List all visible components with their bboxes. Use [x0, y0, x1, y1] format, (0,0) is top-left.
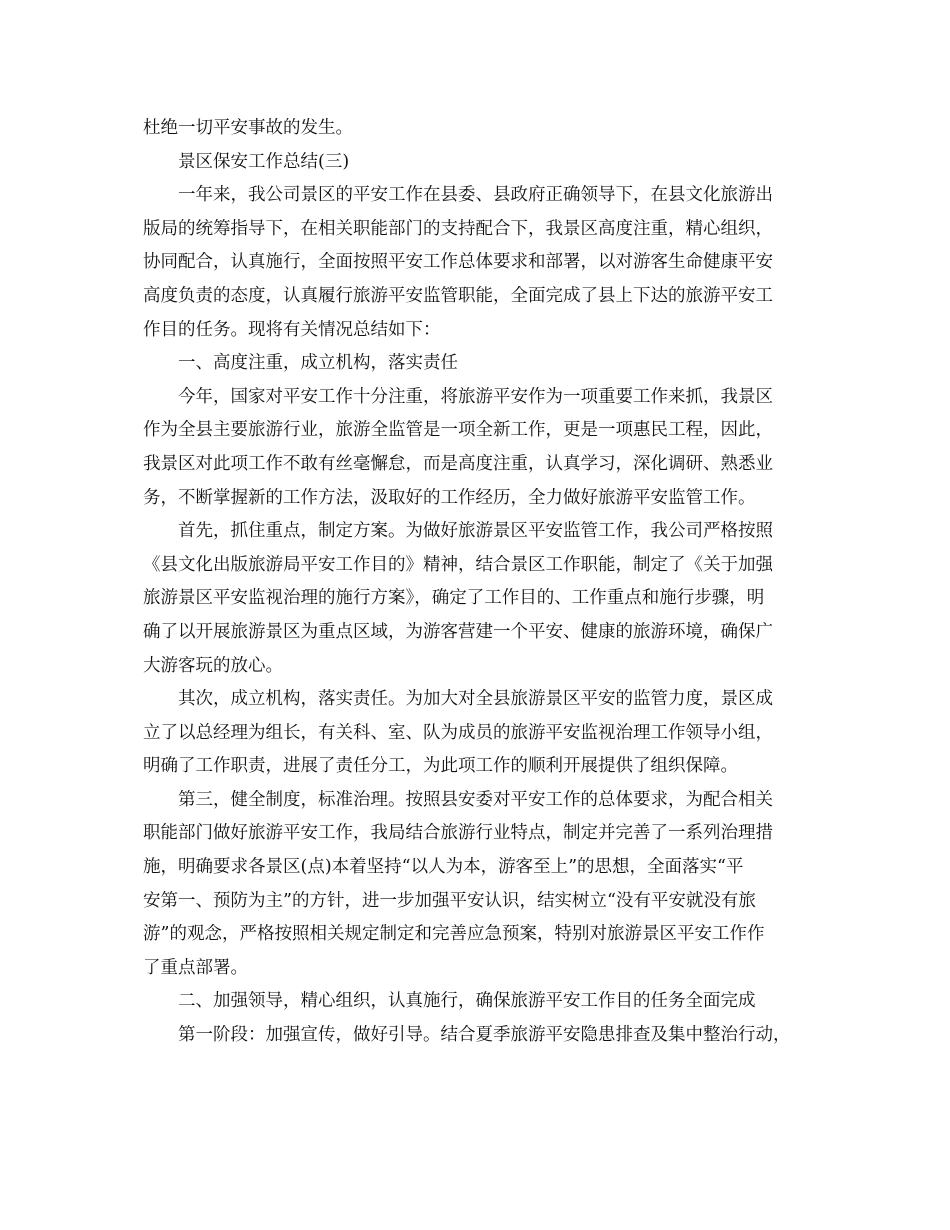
text-line: 高度负责的态度，认真履行旅游平安监管职能，全面完成了县上下达的旅游平安工 [143, 285, 773, 306]
text-line: 第三，健全制度，标准治理。按照县安委对平安工作的总体要求，为配合相关 [178, 789, 773, 810]
text-line: 我景区对此项工作不敢有丝毫懈怠，而是高度注重，认真学习，深化调研、熟悉业 [143, 453, 773, 474]
text-line: 首先，抓住重点，制定方案。为做好旅游景区平安监管工作，我公司严格按照 [178, 521, 773, 542]
text-line: 协同配合，认真施行，全面按照平安工作总体要求和部署，以对游客生命健康平安 [143, 252, 773, 273]
text-line: 《县文化出版旅游局平安工作目的》精神，结合景区工作职能，制定了《关于加强 [143, 554, 773, 575]
text-line: 一年来，我公司景区的平安工作在县委、县政府正确领导下，在县文化旅游出 [178, 185, 773, 206]
text-line: 第一阶段：加强宣传，做好引导。结合夏季旅游平安隐患排查及集中整治行动， [178, 1025, 791, 1046]
text-line: 杜绝一切平安事故的发生。 [143, 118, 353, 138]
text-line: 作为全县主要旅游行业，旅游全监管是一项全新工作，更是一项惠民工程，因此， [143, 420, 773, 441]
text-line: 立了以总经理为组长，有关科、室、队为成员的旅游平安监视治理工作领导小组， [143, 722, 773, 743]
text-line: 一、高度注重，成立机构，落实责任 [178, 353, 458, 374]
text-line: 明确了工作职责，进展了责任分工，为此项工作的顺利开展提供了组织保障。 [143, 756, 738, 777]
text-line: 了重点部署。 [143, 957, 248, 978]
text-line: 安第一、预防为主”的方针，进一步加强平安认识，结实树立“没有平安就没有旅 [143, 890, 756, 911]
text-line: 其次，成立机构，落实责任。为加大对全县旅游景区平安的监管力度，景区成 [178, 689, 773, 710]
text-line: 今年，国家对平安工作十分注重，将旅游平安作为一项重要工作来抓，我景区 [178, 386, 773, 407]
text-line: 职能部门做好旅游平安工作，我局结合旅游行业特点，制定并完善了一系列治理措 [143, 823, 773, 844]
text-line: 景区保安工作总结(三) [178, 151, 350, 172]
text-line: 旅游景区平安监视治理的施行方案》，确定了工作目的、工作重点和施行步骤，明 [143, 588, 765, 609]
text-line: 游”的观念，严格按照相关规定制定和完善应急预案，特别对旅游景区平安工作作 [143, 924, 765, 945]
text-line: 版局的统筹指导下，在相关职能部门的支持配合下，我景区高度注重，精心组织， [143, 218, 773, 239]
text-line: 大游客玩的放心。 [143, 655, 283, 676]
text-line: 作目的任务。现将有关情况总结如下： [143, 319, 441, 340]
text-line: 确了以开展旅游景区为重点区域，为游客营建一个平安、健康的旅游环境，确保广 [143, 621, 773, 642]
text-line: 务，不断掌握新的工作方法，汲取好的工作经历，全力做好旅游平安监管工作。 [143, 487, 756, 508]
text-line: 二、加强领导，精心组织，认真施行，确保旅游平安工作目的任务全面完成 [178, 991, 756, 1012]
document-page [143, 112, 825, 1053]
text-line: 施，明确要求各景区(点)本着坚持“以人为本，游客至上”的思想，全面落实“平 [143, 857, 744, 878]
